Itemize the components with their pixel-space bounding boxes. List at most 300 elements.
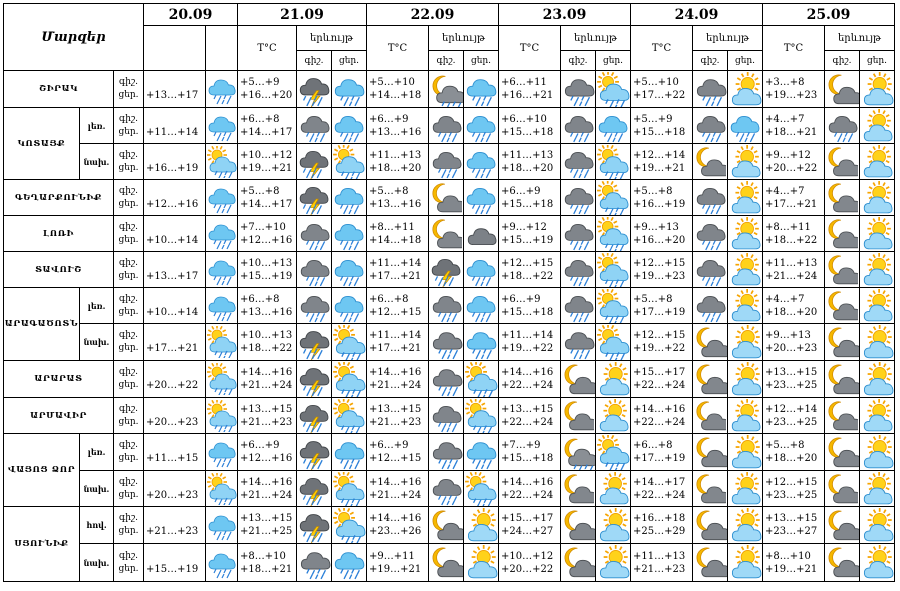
temp-range-night: +13…+15 — [765, 367, 818, 378]
temp-range-day: +19…+21 — [240, 162, 293, 174]
table-row — [4, 71, 895, 108]
temp-range — [763, 71, 825, 108]
day-temp-20-09 — [144, 108, 206, 144]
weather-icon-cell — [825, 144, 860, 180]
temp-range-night: +6…+8 — [240, 293, 280, 305]
temp-range-day: +15…+18 — [501, 453, 554, 464]
temp-range-night: +13…+15 — [501, 403, 554, 415]
sun-cloud-rain-icon — [333, 508, 366, 543]
temp-range-day: +21…+24 — [369, 489, 422, 501]
day-temp-20-09 — [144, 434, 206, 471]
temp-range-night: +12…+15 — [501, 257, 554, 269]
cloud-rain-icon — [562, 325, 595, 360]
rain-icon — [207, 509, 237, 541]
weather-icon-cell — [693, 434, 728, 471]
temp-range-night: +15…+17 — [501, 513, 554, 524]
rain-icon — [729, 109, 761, 143]
temp-range-night: +13…+15 — [765, 513, 818, 524]
temp-range — [499, 398, 561, 434]
region-name: ՏԱՎՈՒՇ — [4, 252, 114, 288]
weather-icon-cell — [464, 108, 499, 144]
temp-range-day: +17…+21 — [369, 343, 422, 354]
region-name: ՇԻՐԱԿ — [4, 71, 114, 108]
cloud-rain-icon — [298, 109, 330, 143]
day-temp-20-09 — [144, 288, 206, 324]
temp-range — [238, 180, 297, 216]
weather-icon-cell — [206, 288, 238, 324]
weather-icon-cell — [728, 108, 763, 144]
sub-zone-label: հով. — [80, 507, 114, 544]
sun-cloud-icon — [597, 508, 630, 543]
rain-icon — [207, 182, 237, 214]
weather-icon-cell — [561, 144, 596, 180]
temp-range — [631, 398, 693, 434]
moon-cloud-icon — [694, 472, 726, 506]
moon-cloud-icon — [826, 399, 858, 433]
table-row — [4, 434, 895, 471]
sun-cloud-rain-icon — [597, 72, 630, 107]
temp-range-day: +14…+18 — [369, 90, 422, 101]
temp-range — [367, 216, 429, 252]
sun-cloud-icon — [861, 289, 893, 323]
sub-zone-label: լեռ. — [80, 108, 114, 144]
temp-range — [238, 288, 297, 324]
temp-range — [631, 180, 693, 216]
sun-cloud-rain-icon — [333, 325, 366, 360]
cloud-rain-icon — [298, 217, 330, 251]
table-row — [4, 252, 895, 288]
table-row — [4, 288, 895, 324]
weather-icon-cell — [860, 252, 895, 288]
temp-range-day: +18…+21 — [240, 563, 293, 575]
weather-icon-cell — [297, 180, 332, 216]
day-temp-20-09 — [144, 398, 206, 434]
temp-range-night: +5…+10 — [633, 77, 679, 88]
sun-cloud-rain-icon — [207, 363, 237, 395]
moon-cloud-icon — [694, 399, 726, 433]
sun-cloud-rain-icon — [333, 362, 366, 397]
day-temp-value: +20…+22 — [146, 380, 199, 391]
sun-cloud-icon — [597, 362, 630, 397]
day-temp-20-09 — [144, 361, 206, 398]
period-label — [114, 544, 144, 582]
weather-icon-cell — [206, 398, 238, 434]
weather-icon-cell — [860, 398, 895, 434]
weather-icon-cell — [860, 544, 895, 582]
weather-icon-cell — [429, 324, 464, 361]
moon-cloud-icon — [430, 217, 462, 251]
day-temp-value: +20…+23 — [146, 416, 199, 428]
temp-range-night: +5…+10 — [369, 77, 415, 88]
period-label — [114, 252, 144, 288]
thunder-icon — [298, 435, 331, 470]
period-label — [114, 216, 144, 252]
temp-range-day: +15…+18 — [501, 198, 554, 210]
weather-icon-cell — [297, 216, 332, 252]
rain-icon — [207, 110, 237, 142]
day-temp-20-09 — [144, 324, 206, 361]
weather-icon-cell — [332, 434, 367, 471]
temp-range-day: +18…+22 — [240, 343, 293, 354]
temp-range-night: +10…+13 — [240, 330, 293, 341]
sun-cloud-icon — [861, 181, 893, 215]
table-row — [4, 216, 895, 252]
period-label — [114, 398, 144, 434]
sun-cloud-rain-icon — [207, 473, 237, 505]
temp-range — [238, 398, 297, 434]
weather-icon-cell — [596, 324, 631, 361]
sun-cloud-rain-icon — [333, 145, 365, 179]
period-label-day: ցեր. — [118, 198, 139, 209]
temp-range-day: +22…+24 — [633, 489, 686, 501]
weather-icon-cell — [825, 324, 860, 361]
weather-icon-cell — [728, 144, 763, 180]
cloud-rain-icon — [694, 181, 726, 215]
night-header: գիշ. — [693, 51, 728, 71]
forecast-table — [3, 3, 895, 582]
day-temp-20-09 — [144, 507, 206, 544]
weather-icon-cell — [429, 71, 464, 108]
period-label — [114, 180, 144, 216]
temp-range-night: +6…+10 — [501, 113, 547, 125]
temp-range — [763, 288, 825, 324]
weather-icon-cell — [297, 434, 332, 471]
temp-range-day: +13…+16 — [369, 126, 422, 138]
cloud-rain-icon — [562, 109, 594, 143]
day-temp-value: +16…+19 — [146, 162, 199, 174]
temp-range-day: +15…+18 — [501, 306, 554, 318]
weather-icon-cell — [464, 324, 499, 361]
weather-icon-cell — [825, 288, 860, 324]
rain-icon — [207, 547, 237, 579]
moon-cloud-icon — [694, 362, 727, 397]
sun-cloud-icon — [861, 145, 893, 179]
moon-cloud-icon — [826, 472, 858, 506]
period-label-day: ցեր. — [118, 343, 139, 353]
day-temp-value: +11…+14 — [146, 126, 199, 138]
moon-cloud-icon — [826, 253, 858, 287]
weather-icon-cell — [728, 324, 763, 361]
temp-range — [499, 434, 561, 471]
sun-cloud-icon — [729, 72, 762, 107]
day-temp-value: +13…+17 — [146, 270, 199, 282]
weather-icon-cell — [206, 144, 238, 180]
temp-range-night: +4…+7 — [765, 185, 805, 197]
rain-icon — [333, 109, 365, 143]
temp-range-day: +24…+27 — [501, 526, 554, 537]
rain-icon — [333, 545, 366, 580]
weather-icon-cell — [464, 180, 499, 216]
day-temp-20-09 — [144, 216, 206, 252]
weather-icon-cell — [332, 144, 367, 180]
moon-cloud-icon — [430, 545, 463, 580]
moon-cloud-icon — [562, 472, 594, 506]
moon-cloud-icon — [826, 545, 859, 580]
weather-icon-cell — [561, 471, 596, 507]
weather-icon-cell — [297, 108, 332, 144]
temp-range — [238, 361, 297, 398]
sun-cloud-icon — [861, 325, 894, 360]
temp-range-day: +21…+25 — [240, 526, 293, 537]
temp-range-night: +13…+15 — [240, 403, 293, 415]
temp-range-day: +23…+25 — [765, 489, 818, 501]
temp-range-day: +23…+25 — [765, 380, 818, 391]
temp-range-day: +13…+16 — [240, 306, 293, 318]
weather-icon-cell — [596, 288, 631, 324]
period-label-day: ցեր. — [118, 416, 139, 427]
period-label-night: գիշ. — [119, 367, 138, 377]
temp-range-night: +8…+11 — [369, 221, 415, 233]
sub-zone-label: նախ. — [80, 144, 114, 180]
rain-icon — [207, 254, 237, 286]
weather-icon-cell — [206, 507, 238, 544]
weather-icon-cell — [464, 398, 499, 434]
moon-cloud-icon — [826, 72, 859, 107]
moon-cloud-icon — [430, 508, 463, 543]
temp-header: T°C — [367, 26, 429, 71]
rain-icon — [465, 72, 498, 107]
table-row — [4, 507, 895, 544]
day-temp-value: +13…+17 — [146, 90, 199, 101]
temp-range-day: +16…+21 — [501, 90, 554, 101]
weather-icon-cell — [693, 398, 728, 434]
weather-icon-cell — [825, 361, 860, 398]
table-title: Մարզեր — [4, 4, 144, 71]
weather-icon-cell — [693, 507, 728, 544]
temp-range-night: +12…+14 — [765, 403, 818, 415]
weather-icon-cell — [596, 71, 631, 108]
weather-icon-cell — [860, 216, 895, 252]
moon-cloud-icon — [694, 325, 727, 360]
phenomena-header: երևույթ — [825, 26, 895, 51]
weather-icon-cell — [693, 361, 728, 398]
weather-icon-cell — [561, 398, 596, 434]
sun-cloud-rain-icon — [597, 181, 629, 215]
day-temp-20-09 — [144, 144, 206, 180]
temp-range-night: +9…+11 — [369, 550, 415, 562]
temp-range — [499, 471, 561, 507]
moon-cloud-icon — [826, 289, 858, 323]
sun-cloud-icon — [729, 145, 761, 179]
sun-cloud-rain-icon — [465, 472, 497, 506]
sun-cloud-icon — [861, 399, 893, 433]
weather-icon-cell — [693, 144, 728, 180]
temp-range-night: +8…+10 — [765, 550, 811, 562]
period-label — [114, 434, 144, 471]
phenomena-header: երևույթ — [429, 26, 499, 51]
sun-cloud-icon — [861, 109, 893, 143]
weather-icon-cell — [429, 544, 464, 582]
weather-icon-cell — [297, 398, 332, 434]
temp-range — [499, 507, 561, 544]
temp-range — [367, 434, 429, 471]
day-header: ցեր. — [332, 51, 367, 71]
temp-range-day: +17…+21 — [765, 198, 818, 210]
thunder-icon — [298, 399, 330, 433]
sun-cloud-icon — [861, 72, 894, 107]
temp-range-day: +20…+22 — [765, 162, 818, 174]
temp-range — [763, 144, 825, 180]
moon-cloud-icon — [430, 181, 462, 215]
weather-icon-cell — [860, 507, 895, 544]
temp-range-day: +18…+20 — [369, 162, 422, 174]
weather-icon-cell — [596, 216, 631, 252]
temp-range — [499, 144, 561, 180]
rain-icon — [465, 289, 497, 323]
weather-icon-cell — [596, 180, 631, 216]
weather-icon-cell — [332, 180, 367, 216]
rain-icon — [465, 253, 497, 287]
weather-icon-cell — [297, 288, 332, 324]
period-label-night: գիշ. — [119, 403, 138, 414]
weather-icon-cell — [728, 434, 763, 471]
weather-icon-cell — [206, 434, 238, 471]
day-temp-value: +21…+23 — [146, 526, 199, 537]
temp-range-day: +23…+26 — [369, 526, 422, 537]
weather-icon-cell — [596, 398, 631, 434]
sun-cloud-icon — [861, 472, 893, 506]
date-header: 25.09 — [763, 4, 895, 26]
temp-range-day: +16…+19 — [633, 198, 686, 210]
weather-icon-cell — [728, 180, 763, 216]
weather-icon-cell — [693, 108, 728, 144]
weather-icon-cell — [206, 180, 238, 216]
day-temp-value: +10…+14 — [146, 306, 199, 318]
sun-cloud-icon — [861, 362, 894, 397]
cloud-rain-icon — [826, 109, 858, 143]
moon-cloud-icon — [694, 435, 727, 470]
weather-icon-cell — [596, 361, 631, 398]
weather-icon-cell — [429, 507, 464, 544]
weather-icon-cell — [596, 252, 631, 288]
day-temp-value: +20…+23 — [146, 489, 199, 501]
temp-range — [763, 216, 825, 252]
temp-range — [631, 507, 693, 544]
day-temp-20-09 — [144, 71, 206, 108]
weather-icon-cell — [693, 544, 728, 582]
rain-icon — [333, 435, 366, 470]
temp-range-night: +5…+8 — [369, 185, 409, 197]
thunder-icon — [430, 253, 462, 287]
weather-icon-cell — [429, 216, 464, 252]
temp-range — [631, 216, 693, 252]
night-header: գիշ. — [297, 51, 332, 71]
weather-icon-cell — [561, 324, 596, 361]
weather-icon-cell — [693, 180, 728, 216]
period-label — [114, 324, 144, 361]
temp-range-day: +15…+18 — [633, 126, 686, 138]
sun-cloud-icon — [729, 362, 762, 397]
weather-icon-cell — [728, 398, 763, 434]
temp-range-day: +21…+23 — [633, 563, 686, 575]
temp-range-day: +23…+25 — [765, 416, 818, 428]
weather-icon-cell — [860, 434, 895, 471]
temp-range — [631, 324, 693, 361]
weather-icon-cell — [860, 361, 895, 398]
rain-icon — [333, 253, 365, 287]
temp-range — [631, 544, 693, 582]
temp-range-day: +14…+18 — [369, 234, 422, 246]
phenomena-header: երևույթ — [561, 26, 631, 51]
moon-cloud-icon — [826, 217, 858, 251]
temp-range — [631, 252, 693, 288]
rain-icon — [465, 435, 498, 470]
temp-range — [763, 108, 825, 144]
weather-icon-cell — [728, 471, 763, 507]
cloud-rain-icon — [562, 181, 594, 215]
weather-icon-cell — [332, 288, 367, 324]
temp-range-day: +20…+22 — [501, 563, 554, 575]
rain-icon — [207, 290, 237, 322]
temp-range-night: +9…+13 — [765, 330, 811, 341]
temp-range-day: +14…+17 — [240, 126, 293, 138]
moon-cloud-icon — [694, 545, 727, 580]
period-label-night: գիշ. — [119, 440, 138, 450]
cloud-rain-icon — [430, 472, 462, 506]
temp-range-night: +11…+14 — [501, 330, 554, 341]
temp-range — [367, 180, 429, 216]
day-header: ցեր. — [860, 51, 895, 71]
weather-icon-cell — [332, 216, 367, 252]
temp-range — [763, 324, 825, 361]
temp-range-day: +23…+27 — [765, 526, 818, 537]
temp-range — [367, 544, 429, 582]
cloud-rain-icon — [562, 217, 594, 251]
moon-cloud-icon — [826, 181, 858, 215]
temp-range — [499, 324, 561, 361]
temp-header: T°C — [499, 26, 561, 71]
temp-range-night: +14…+16 — [501, 476, 554, 488]
temp-range — [367, 471, 429, 507]
thunder-icon — [298, 472, 330, 506]
table-row — [4, 544, 895, 582]
moon-cloud-icon — [562, 545, 595, 580]
moon-cloud-icon — [826, 435, 859, 470]
temp-range-day: +12…+15 — [369, 306, 422, 318]
weather-icon-cell — [596, 108, 631, 144]
cloud-rain-icon — [694, 72, 727, 107]
weather-icon-cell — [860, 324, 895, 361]
temp-range — [238, 434, 297, 471]
period-label-night: գիշ. — [119, 185, 138, 196]
weather-icon-cell — [206, 361, 238, 398]
weather-icon-cell — [464, 144, 499, 180]
weather-icon-cell — [561, 507, 596, 544]
temp-range — [367, 398, 429, 434]
sun-cloud-icon — [597, 399, 629, 433]
temp-range — [499, 71, 561, 108]
moon-rain-icon — [430, 72, 463, 107]
cloud-rain-icon — [430, 362, 463, 397]
table-row — [4, 180, 895, 216]
cloud-rain-icon — [694, 217, 726, 251]
temp-range — [367, 144, 429, 180]
temp-range-day: +21…+24 — [240, 489, 293, 501]
sun-cloud-rain-icon — [333, 472, 365, 506]
period-label-day: ցեր. — [118, 380, 139, 390]
temp-range-day: +12…+16 — [240, 234, 293, 246]
temp-range-night: +5…+9 — [633, 113, 673, 125]
weather-icon-cell — [860, 180, 895, 216]
temp-range-day: +18…+20 — [765, 306, 818, 318]
weather-icon-cell — [596, 471, 631, 507]
temp-range-night: +14…+16 — [369, 513, 422, 524]
temp-range-day: +21…+24 — [369, 380, 422, 391]
cloud-rain-icon — [430, 435, 463, 470]
weather-icon-cell — [596, 144, 631, 180]
date-header: 23.09 — [499, 4, 631, 26]
temp-range — [763, 434, 825, 471]
